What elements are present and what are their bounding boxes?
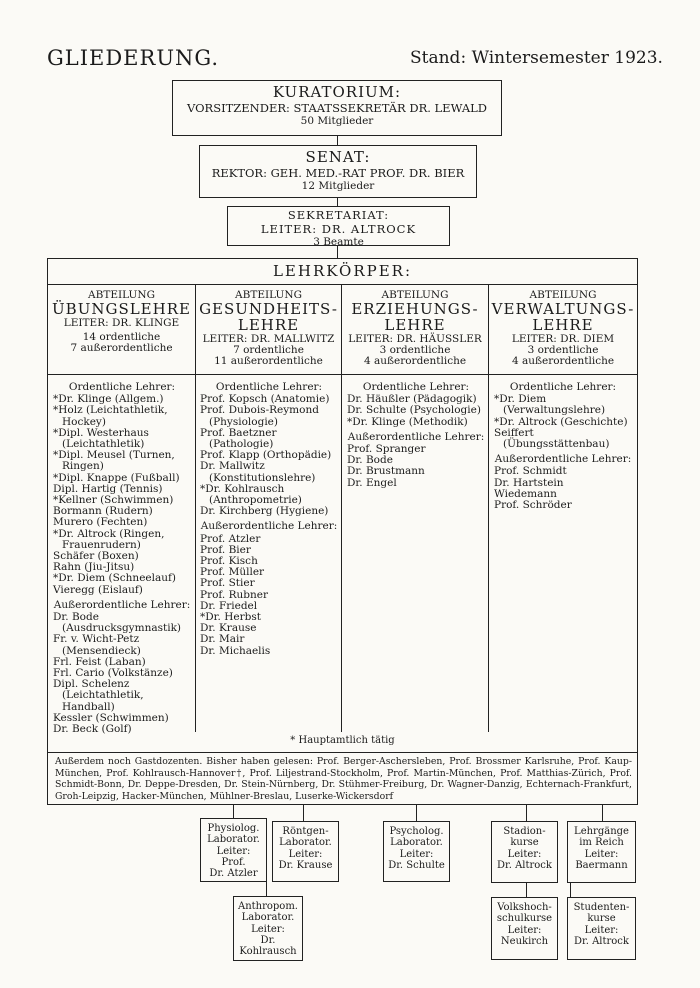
teacher-entry: *Dr. Diem (Schneelauf) [53, 572, 176, 585]
teacher-entry: Dr. Friedel [200, 599, 258, 612]
unit-leader-label: Leiter: [584, 848, 619, 860]
teacher-entry: Fr. v. Wicht-Petz (Mensendieck) [53, 633, 141, 657]
senat-rector: REKTOR: GEH. MED.-RAT PROF. DR. BIER [211, 166, 465, 180]
unit-leader: Dr. Krause [278, 859, 333, 871]
unit-name: Anthropom. [237, 901, 298, 912]
teacher-entry: *Dipl. Westerhaus (Leichtathletik) [53, 426, 149, 451]
physiolog-lab-box [200, 818, 267, 882]
unit-leader: Neukirch [500, 935, 549, 947]
unit-leader: Dr. Altrock [497, 859, 552, 871]
teacher-entry: *Dr. Altrock (Ringen, Frauenrudern) [53, 527, 165, 551]
teacher-entry: Prof. Spranger [347, 443, 426, 456]
teacher-entry: Prof. Schmidt [494, 465, 567, 478]
teacher-entry: Dr. Michaelis [200, 644, 271, 657]
teacher-entry: Murero (Fechten) [53, 516, 148, 529]
dept-name: ERZIEHUNGS- [351, 300, 479, 318]
page-title: GLIEDERUNG. [47, 46, 220, 70]
dept-name: LEHRE [237, 316, 300, 334]
lehrgaenge-box [567, 821, 636, 883]
unit-name: kurse [587, 913, 616, 925]
dept-count-extra: 4 außerordentliche [363, 355, 467, 367]
dept-count-ordinary: 7 ordentliche [233, 344, 304, 356]
unit-name: Laborator. [207, 834, 260, 846]
teacher-entry: Dr. Schulte (Psychologie) [347, 404, 481, 417]
studentenkurse-box [567, 897, 636, 960]
dept-label: ABTEILUNG [235, 289, 302, 301]
teacher-entry: Dipl. Hartig (Tennis) [53, 482, 163, 495]
roentgen-lab-box [272, 821, 339, 882]
unit-leader-label: Leiter: [507, 924, 542, 936]
unit-name: Laborator. [241, 912, 295, 924]
teacher-entry: Prof. Klapp (Orthopädie) [200, 449, 332, 462]
unit-name: Psycholog. [389, 826, 444, 837]
unit-name: Laborator. [279, 837, 332, 849]
extra-heading: Außerordentliche Lehrer: [200, 520, 338, 533]
teacher-entry: *Dipl. Meusel (Turnen, Ringen) [53, 449, 175, 473]
kuratorium-title: KURATORIUM: [272, 83, 402, 101]
volkshochschulkurse-box [491, 897, 558, 960]
teacher-entry: Frl. Feist (Laban) [53, 655, 146, 668]
ordinary-heading: Ordentliche Lehrer: [68, 381, 176, 393]
teacher-entry: *Dr. Herbst [200, 611, 261, 624]
sekretariat-title: SEKRETARIAT: [287, 208, 390, 222]
teacher-entry: *Dr. Kohlrausch (Anthropometrie) [200, 482, 302, 507]
teacher-entry: Dr. Krause [200, 622, 257, 635]
ordinary-heading: Ordentliche Lehrer: [362, 381, 470, 393]
unit-name: Volkshoch- [497, 902, 552, 913]
dept-count-extra: 11 außerordentliche [214, 355, 323, 367]
unit-leader: Dr. Schulte [388, 859, 445, 871]
teacher-entry: Dipl. Schelenz (Leichtathletik, Handball) [53, 678, 144, 713]
teacher-entry: Dr. Mallwitz (Konstitutionslehre) [200, 460, 316, 484]
unit-leader: Baermann [575, 859, 628, 871]
teacher-entry: Seiffert (Übungsstättenbau) [494, 426, 610, 451]
teacher-entry: Prof. Schröder [494, 499, 572, 512]
unit-name: Lehrgänge [574, 826, 629, 837]
unit-name: Stadion- [503, 826, 546, 837]
senat-box [199, 145, 477, 198]
lehrkoerper-title: LEHRKÖRPER: [272, 262, 413, 280]
teacher-entry: *Dr. Diem (Verwaltungslehre) [494, 393, 606, 417]
dept-count-ordinary: 14 ordentliche [82, 331, 161, 343]
dept-label: ABTEILUNG [529, 289, 597, 301]
status-line: Stand: Wintersemester 1923. [410, 48, 663, 68]
teacher-entry: Dr. Beck (Golf) [53, 723, 132, 736]
unit-leader-label: Leiter: [399, 848, 434, 860]
ordinary-heading: Ordentliche Lehrer: [215, 381, 323, 393]
dept-leader: LEITER: DR. KLINGE [63, 317, 180, 329]
teacher-entry: Wiedemann [494, 487, 557, 500]
teacher-entry: Dr. Bode [347, 454, 393, 467]
senat-members: 12 Mitglieder [301, 180, 375, 192]
ordinary-heading: Ordentliche Lehrer: [509, 381, 617, 393]
teachers-verwaltungslehre [494, 380, 632, 511]
teacher-entry: Dr. Kirchberg (Hygiene) [200, 505, 329, 518]
teachers-uebungslehre [53, 380, 191, 735]
teacher-entry: Prof. Müller [200, 566, 265, 579]
kuratorium-box [172, 80, 502, 136]
teacher-entry: Dr. Häußler (Pädagogik) [347, 393, 477, 406]
unit-leader: Kohlrausch [239, 946, 297, 958]
sekretariat-box [227, 206, 450, 246]
dept-count-ordinary: 3 ordentliche [379, 344, 451, 356]
unit-name: Physiolog. [207, 823, 260, 834]
unit-leader: Prof. [221, 856, 246, 868]
teacher-entry: Dr. Hartstein [494, 476, 564, 489]
unit-leader: Dr. Atzler [209, 868, 258, 880]
psycholog-lab-box [383, 821, 450, 882]
extra-heading: Außerordentliche Lehrer: [494, 453, 632, 466]
teacher-entry: Prof. Dubois-Reymond (Physiologie) [200, 404, 319, 428]
unit-leader-label: Leiter: [584, 924, 619, 936]
sekretariat-head: LEITER: DR. ALTROCK [260, 222, 417, 236]
teacher-entry: *Kellner (Schwimmen) [53, 494, 174, 507]
teacher-entry: *Dr. Altrock (Geschichte) [494, 415, 628, 428]
unit-leader-label: Leiter: [216, 845, 251, 857]
teacher-entry: Prof. Kisch [200, 555, 258, 568]
teacher-entry: Prof. Baetzner (Pathologie) [200, 426, 277, 451]
unit-name: im Reich [579, 837, 624, 849]
dept-uebungslehre [48, 289, 195, 354]
stadion-kurse-box [491, 821, 558, 883]
teacher-entry: Prof. Bier [200, 543, 251, 556]
teacher-entry: Schäfer (Boxen) [53, 550, 139, 563]
extra-heading: Außerordentliche Lehrer: [53, 598, 191, 611]
teacher-entry: Vieregg (Eislauf) [53, 583, 143, 596]
teachers-gesundheitslehre [200, 380, 338, 657]
unit-leader-label: Leiter: [288, 848, 323, 860]
dept-leader: LEITER: DR. DIEM [511, 333, 615, 345]
dept-erziehungslehre [342, 289, 488, 367]
dept-leader: LEITER: DR. MALLWITZ [202, 333, 335, 345]
dept-leader: LEITER: DR. HÄUSSLER [348, 333, 482, 345]
teacher-entry: *Dr. Klinge (Methodik) [347, 415, 468, 428]
teacher-entry: Kessler (Schwimmen) [53, 711, 169, 724]
teacher-entry: *Dr. Klinge (Allgem.) [53, 393, 164, 406]
unit-name: Studenten- [573, 902, 630, 913]
teacher-entry: *Holz (Leichtathletik, Hockey) [53, 404, 168, 428]
teacher-entry: Dr. Brustmann [347, 465, 425, 478]
dept-label: ABTEILUNG [88, 289, 155, 301]
dept-name: VERWALTUNGS- [491, 300, 635, 318]
unit-leader: Dr. Altrock [574, 935, 629, 947]
footnote: * Hauptamtlich tätig [290, 735, 395, 746]
unit-name: Röntgen- [282, 826, 329, 837]
dept-name: ÜBUNGSLEHRE [52, 300, 191, 318]
dept-name: GESUNDHEITS- [199, 300, 338, 318]
teacher-entry: *Dipl. Knappe (Fußball) [53, 471, 180, 484]
kuratorium-chair: VORSITZENDER: STAATSSEKRETÄR DR. LEWALD [187, 101, 487, 115]
teacher-entry: Prof. Rubner [200, 588, 268, 601]
teacher-entry: Dr. Engel [347, 476, 397, 489]
unit-leader-label: Leiter: [507, 848, 542, 860]
dept-count-extra: 4 außerordentliche [511, 355, 615, 367]
dept-name: LEHRE [384, 316, 446, 334]
teacher-entry: Prof. Kopsch (Anatomie) [200, 393, 330, 406]
dept-count-extra: 7 außerordentliche [70, 342, 173, 354]
senat-title: SENAT: [305, 148, 371, 166]
teacher-entry: Prof. Stier [200, 577, 255, 590]
unit-name: kurse [510, 837, 539, 849]
dept-label: ABTEILUNG [381, 289, 449, 301]
guest-lecturers: Außerdem noch Gastdozenten. Bisher haben gelesen: Prof. Berger-Aschersleben, Prof. Brossmer Karlsruhe, Prof. Kaup-München, Prof. Kohlrausch-Hannover†, Prof. Liljestrand-Stockholm, Prof. Martin-München, Prof. Matthias-Zürich, Prof. Schmidt-Bonn, Dr. Deppe-Dresden, Dr. Stein-Nürnberg, Dr. Stühmer-Freiburg, Dr. Wagner-Danzig, Echternach-Frankfurt, Groh-Leipzig, Hacker-München, Mühlner-Breslau, Luserke-Wickersdorf [55, 756, 632, 802]
anthropom-lab-box [233, 896, 303, 961]
teacher-entry: Bormann (Rudern) [53, 505, 153, 518]
dept-count-ordinary: 3 ordentliche [527, 344, 599, 356]
extra-heading: Außerordentliche Lehrer: [347, 430, 485, 443]
kuratorium-members: 50 Mitglieder [300, 115, 374, 127]
teacher-entry: Rahn (Jiu-Jitsu) [53, 561, 135, 574]
unit-leader-label: Leiter: [251, 923, 285, 935]
unit-name: schulkurse [496, 913, 553, 925]
teachers-erziehungslehre [347, 380, 485, 489]
unit-leader: Dr. [260, 934, 276, 946]
teacher-entry: Frl. Cario (Volkstänze) [53, 667, 173, 680]
dept-name: LEHRE [532, 316, 594, 334]
teacher-entry: Prof. Atzler [200, 532, 261, 545]
teacher-entry: Dr. Bode (Ausdrucksgymnastik) [53, 611, 182, 635]
dept-verwaltungslehre [489, 289, 637, 367]
unit-name: Laborator. [390, 837, 443, 849]
sekretariat-staff: 3 Beamte [313, 236, 364, 248]
teacher-entry: Dr. Mair [200, 633, 245, 646]
dept-gesundheitslehre [196, 289, 341, 367]
